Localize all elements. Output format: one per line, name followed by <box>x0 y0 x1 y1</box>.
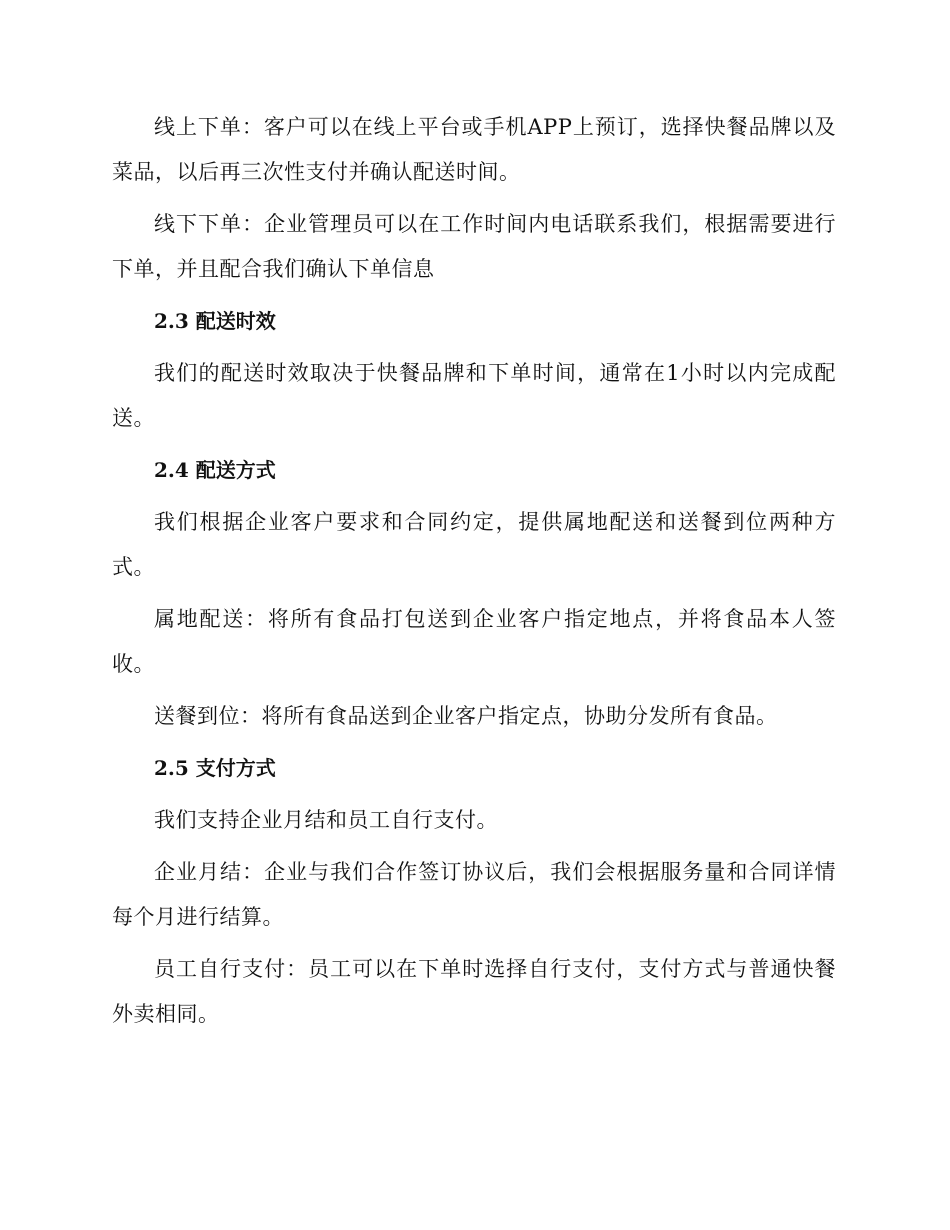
paragraph-payment-support: 我们支持企业月结和员工自行支付。 <box>154 808 498 832</box>
paragraph-self-payment: 员工自行支付：员工可以在下单时选择自行支付，支付方式与普通快餐外卖相同。 <box>112 957 836 1026</box>
document-page <box>112 105 836 1037</box>
paragraph-offline-order: 线下下单：企业管理员可以在工作时间内电话联系我们，根据需要进行下单，并且配合我们确认下单信息 <box>112 212 836 281</box>
paragraph-delivery-time: 我们的配送时效取决于快餐品牌和下单时间，通常在1小时以内完成配送。 <box>112 361 836 430</box>
paragraph-delivery-method: 我们根据企业客户要求和合同约定，提供属地配送和送餐到位两种方式。 <box>112 510 836 579</box>
paragraph-online-order: 线上下单：客户可以在线上平台或手机APP上预订，选择快餐品牌以及菜品，以后再三次性支付并确认配送时间。 <box>112 115 836 184</box>
paragraph-door-delivery: 送餐到位：将所有食品送到企业客户指定点，协助分发所有食品。 <box>154 704 778 728</box>
heading-delivery-time: 2.3 配送时效 <box>154 309 276 333</box>
paragraph-monthly-settlement: 企业月结：企业与我们合作签订协议后，我们会根据服务量和合同详情每个月进行结算。 <box>112 860 836 929</box>
heading-delivery-method: 2.4 配送方式 <box>154 458 276 482</box>
paragraph-local-delivery: 属地配送：将所有食品打包送到企业客户指定地点，并将食品本人签收。 <box>112 607 836 676</box>
heading-payment-method: 2.5 支付方式 <box>154 756 276 780</box>
